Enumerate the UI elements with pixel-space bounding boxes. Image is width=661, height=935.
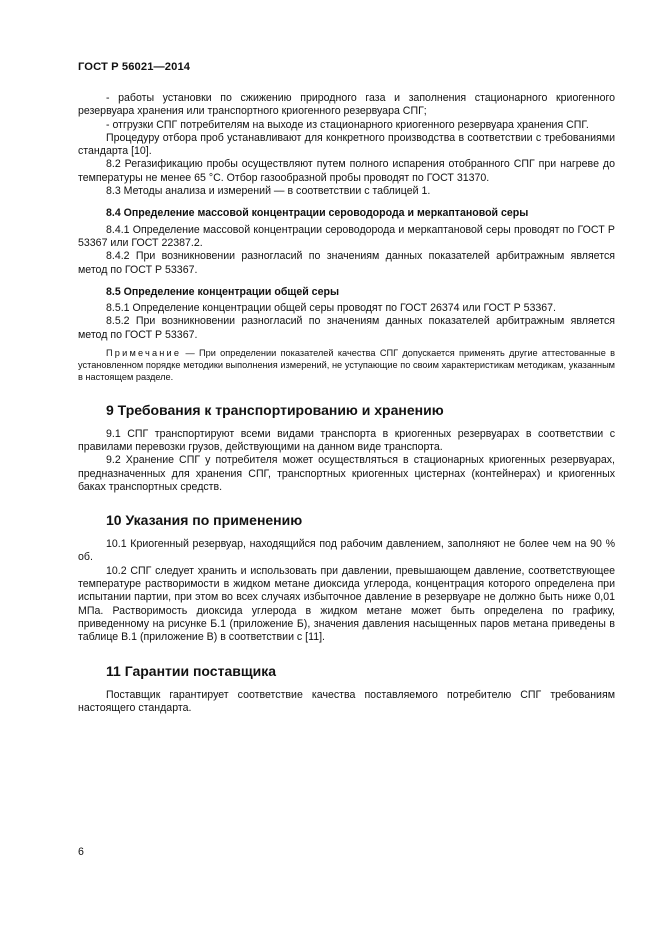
page-number: 6 — [78, 846, 84, 858]
note-label: Примечание — [106, 348, 182, 359]
paragraph-10-1: 10.1 Криогенный резервуар, находящийся под рабочим давлением, заполняют не более чем на 90 % об. — [78, 538, 615, 564]
subheading-8-5: 8.5 Определение концентрации общей серы — [106, 285, 339, 298]
paragraph-8-5-1: 8.5.1 Определение концентрации общей серы проводят по ГОСТ 26374 или ГОСТ Р 53367. — [106, 302, 556, 315]
paragraph-8-4-2: 8.4.2 При возникновении разногласий по значениям данных показателей арбитражным является метод по ГОСТ Р 53367. — [78, 250, 615, 276]
paragraph-sampling-procedure: Процедуру отбора проб устанавливают для конкретного производства в соответствии с требованиями стандарта [10]. — [78, 131, 615, 158]
note — [78, 347, 615, 384]
section-heading-11: 11 Гарантии поставщика — [106, 662, 277, 679]
subheading-8-4: 8.4 Определение массовой концентрации сероводорода и меркаптановой серы — [106, 207, 529, 220]
paragraph-8-2: 8.2 Регазификацию пробы осуществляют путем полного испарения отобранного СПГ при нагреве до температуры не менее 65 °С. Отбор газообразной пробы проводят по ГОСТ 31370. — [78, 158, 615, 184]
paragraph-8-5-2: 8.5.2 При возникновении разногласий по значениям данных показателей арбитражным является метод по ГОСТ Р 53367. — [78, 315, 615, 341]
section-heading-9: 9 Требования к транспортированию и хранению — [106, 401, 444, 418]
paragraph-11: Поставщик гарантирует соответствие качества поставляемого потребителю СПГ требованиям настоящего стандарта. — [78, 688, 615, 714]
paragraph-list-item-1: - работы установки по сжижению природного газа и заполнения стационарного криогенного резервуара хранения или транспортного криогенного резервуара СПГ; — [78, 92, 615, 118]
section-heading-10: 10 Указания по применению — [106, 512, 303, 529]
paragraph-9-2: 9.2 Хранение СПГ у потребителя может осуществляться в стационарных криогенных резервуарах, предназначенных для хранения СПГ, транспортных криогенных цистернах (контейнерах) и криогенных баках транспортных средств. — [78, 454, 615, 493]
paragraph-list-item-2: - отгрузки СПГ потребителям на выходе из стационарного криогенного резервуара хранения СПГ. — [106, 118, 589, 131]
document-header-id: ГОСТ Р 56021—2014 — [78, 61, 191, 73]
document-body — [78, 92, 615, 715]
paragraph-9-1: 9.1 СПГ транспортируют всеми видами транспорта в криогенных резервуарах в соответствии с правилами перевозки грузов, действующими на данном виде транспорта. — [78, 427, 615, 453]
paragraph-8-4-1: 8.4.1 Определение массовой концентрации сероводорода и меркаптановой серы проводят по ГОСТ Р 53367 или ГОСТ 22387.2. — [78, 223, 615, 249]
note-text: — При определении показателей качества СПГ допускается применять другие аттестованные в установленном порядке методики выполнения измерений, не уступающие по своим характеристикам методикам, указанным в настоящем разделе. — [78, 348, 615, 383]
paragraph-8-3: 8.3 Методы анализа и измерений — в соответствии с таблицей 1. — [106, 185, 431, 198]
paragraph-10-2: 10.2 СПГ следует хранить и использовать при давлении, превышающем давление, соответствующее температуре растворимости в жидком метане диоксида углерода, концентрация которого определена при испытании партии, при этом во всех случаях избыточное давление в резервуаре не должно быть ниже 0,01 МПа. Растворимость диоксида углерода в жидком метане может быть определена по графику, приведенному на рисунке Б.1 (приложение Б), значения давления насыщенных паров метана приведены в таблице В.1 (приложение В) в соответствии с [11]. — [78, 564, 615, 644]
